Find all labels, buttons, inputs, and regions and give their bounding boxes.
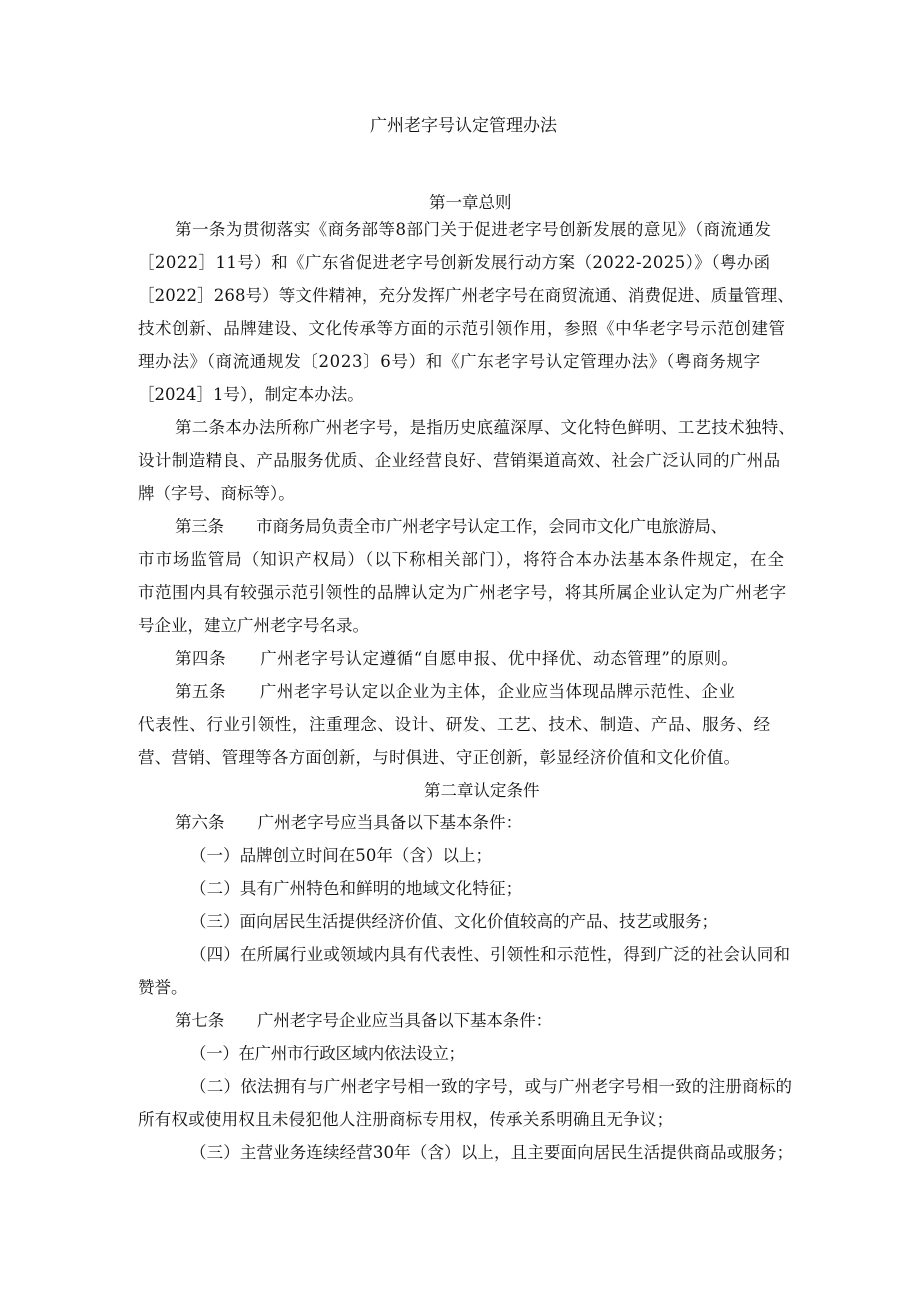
- text-line: 第七条 广州老字号企业应当具备以下基本条件：: [175, 1011, 552, 1030]
- text-line: （三）面向居民生活提供经济价值、文化价值较高的产品、技艺或服务；: [190, 912, 718, 931]
- text-line: 第二条本办法所称广州老字号，是指历史底蕴深厚、文化特色鲜明、工艺技术独特、: [175, 418, 796, 437]
- text-line: 营、营销、管理等各方面创新，与时俱进、守正创新，彰显经济价值和文化价值。: [138, 748, 741, 767]
- text-line: 代表性、行业引领性，注重理念、设计、研发、工艺、技术、制造、产品、服务、经: [138, 715, 771, 734]
- text-line: 第四条 广州老字号认定遵循“自愿申报、优中择优、动态管理”的原则。: [175, 649, 739, 668]
- text-line: ［2022］268号）等文件精神，充分发挥广州老字号在商贸流通、消费促进、质量管理、: [138, 286, 795, 305]
- text-line: （一）品牌创立时间在50年（含）以上；: [190, 846, 493, 865]
- document-title: 广州老字号认定管理办法: [370, 116, 557, 136]
- text-line: 第三条 市商务局负责全市广州老字号认定工作，会同市文化广电旅游局、: [175, 517, 727, 536]
- text-line: 号企业，建立广州老字号名录。: [138, 616, 369, 635]
- text-line: ［2022］11号）和《广东省促进老字号创新发展行动方案（2022-2025）》（粤办函: [138, 253, 771, 272]
- text-line: 理办法》（商流通规发〔2023〕6号）和《广东老字号认定管理办法》（粤商务规字: [138, 352, 761, 371]
- text-line: 赞誉。: [138, 978, 188, 997]
- text-line: 牌（字号、商标等）。: [138, 484, 295, 503]
- text-line: （二）具有广州特色和鲜明的地域文化特征；: [190, 879, 523, 898]
- text-line: 技术创新、品牌建设、文化传承等方面的示范引领作用，参照《中华老字号示范创建管: [138, 319, 786, 338]
- text-line: （二）依法拥有与广州老字号相一致的字号，或与广州老字号相一致的注册商标的: [190, 1077, 793, 1096]
- text-line: 第二章认定条件: [424, 781, 540, 800]
- text-line: 第六条 广州老字号应当具备以下基本条件：: [175, 813, 523, 832]
- text-line: 市范围内具有较强示范引领性的品牌认定为广州老字号，将其所属企业认定为广州老字: [138, 583, 787, 602]
- text-line: 设计制造精良、产品服务优质、企业经营良好、营销渠道高效、社会广泛认同的广州品: [138, 451, 781, 470]
- text-line: 市市场监管局（知识产权局）（以下称相关部门），将符合本办法基本条件规定，在全: [138, 550, 785, 569]
- text-line: （一）在广州市行政区域内依法设立；: [190, 1044, 465, 1063]
- text-line: 所有权或使用权且未侵犯他人注册商标专用权，传承关系明确且无争议；: [138, 1110, 674, 1129]
- text-line: 第一条为贯彻落实《商务部等8部门关于促进老字号创新发展的意见》（商流通发: [175, 220, 772, 239]
- text-line: （三）主营业务连续经营30年（含）以上，且主要面向居民生活提供商品或服务；: [190, 1143, 794, 1162]
- text-line: 第五条 广州老字号认定以企业为主体，企业应当体现品牌示范性、企业: [175, 682, 736, 701]
- text-line: 第一章总则: [429, 193, 512, 212]
- text-line: ［2024］1号），制定本办法。: [138, 385, 364, 404]
- text-line: （四）在所属行业或领域内具有代表性、引领性和示范性，得到广泛的社会认同和: [190, 945, 791, 964]
